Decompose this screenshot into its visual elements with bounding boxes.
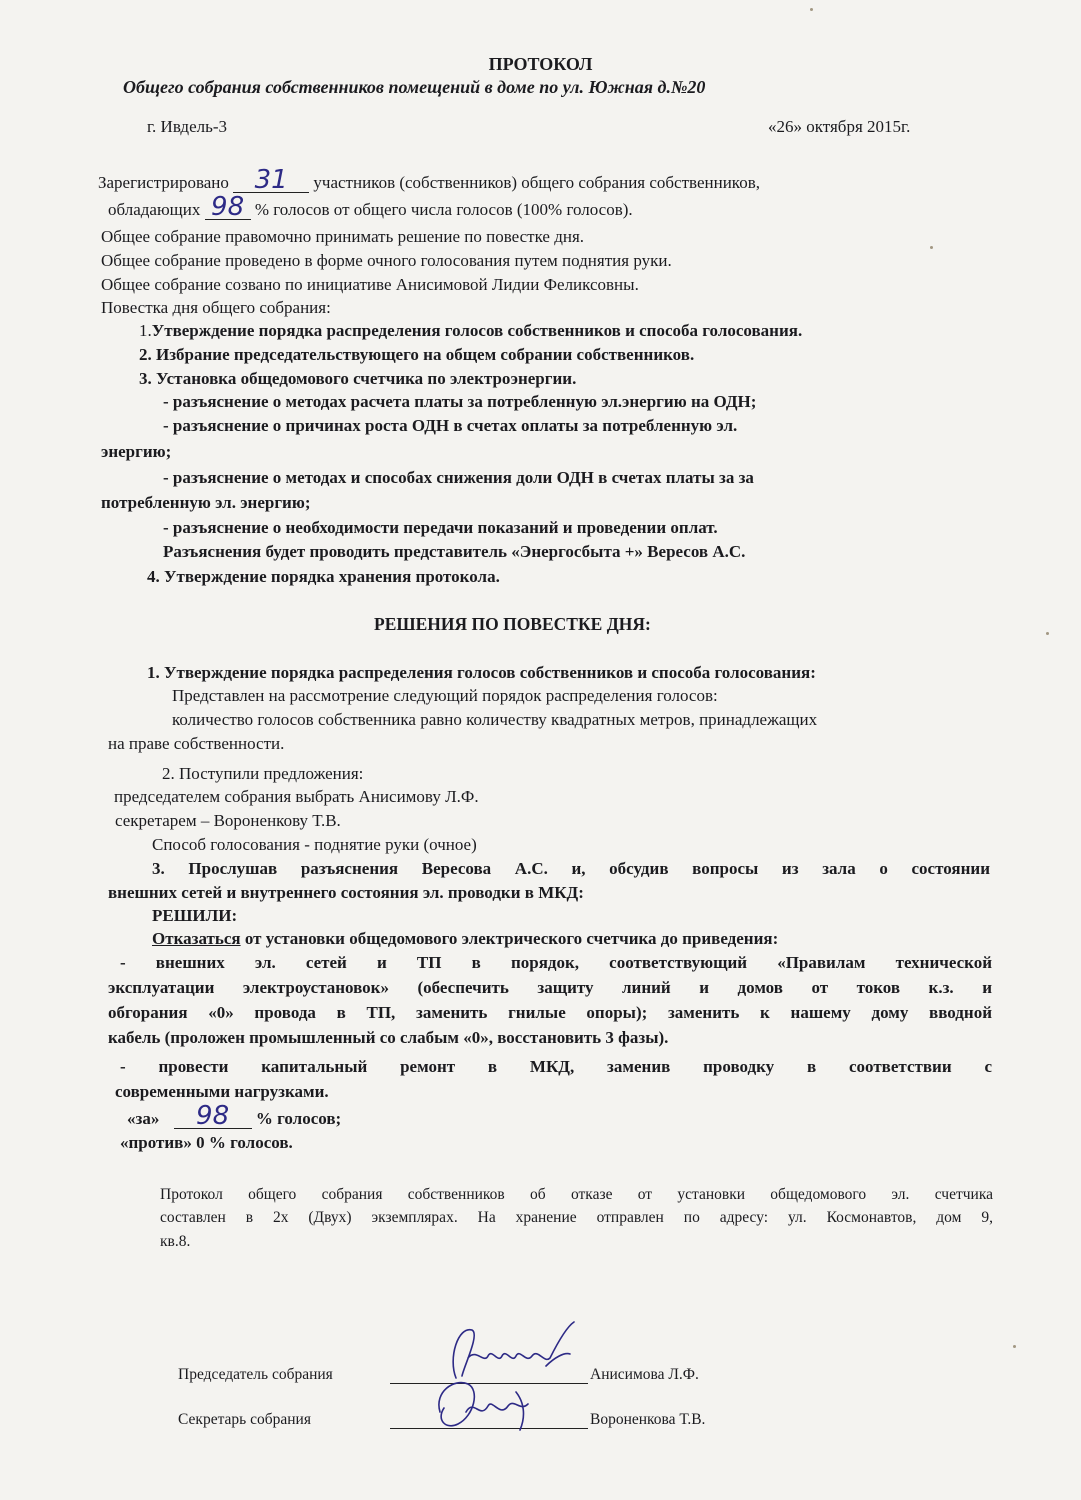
intro-line: Общее собрание проведено в форме очного голосования путем поднятия руки. <box>101 251 672 270</box>
percent-suffix: % голосов от общего числа голосов (100% голосов). <box>254 200 633 219</box>
closing-line: составлен в 2х (Двух) экземплярах. На хранение отправлен по адресу: ул. Космонавтов, дом 9, <box>160 1209 993 1226</box>
agenda-item-3-c-cont: потребленную эл. энергию; <box>101 493 311 512</box>
refuse-line <box>152 929 778 949</box>
decision-3-line: 3. Прослушав разъяснения Вересова А.С. и, обсудив вопросы из зала о состоянии <box>152 859 990 878</box>
decision-2-line: председателем собрания выбрать Анисимову Л.Ф. <box>114 787 479 806</box>
point-1-line: кабель (проложен промышленный со слабым «0», восстановить 3 фазы). <box>108 1028 669 1047</box>
decision-1-line: количество голосов собственника равно количеству квадратных метров, принадлежащих <box>172 710 818 729</box>
decision-3-line: внешних сетей и внутреннего состояния эл. проводки в МКД: <box>108 883 584 902</box>
percent-value: 98 <box>211 192 245 222</box>
point-1-line: обгорания «0» провода в ТП, заменить гнилые опоры); заменить к нашему дому вводной <box>108 1003 992 1022</box>
intro-line: Общее собрание созвано по инициативе Анисимовой Лидии Феликсовны. <box>101 275 639 294</box>
agenda-item-3-b-cont: энергию; <box>101 442 172 461</box>
registration-prefix: Зарегистрировано <box>98 173 229 192</box>
registration-line-1 <box>98 165 760 195</box>
paper-speck <box>1046 632 1049 635</box>
chair-name: Анисимова Л.Ф. <box>590 1366 699 1383</box>
point-1-line: эксплуатации электроустановок» (обеспечить защиту линий и домов от токов к.з. и <box>108 978 992 997</box>
participants-blank <box>233 165 309 195</box>
agenda-item-1-text: Утверждение порядка распределения голосов собственников и способа голосования. <box>151 321 803 340</box>
paper-speck <box>1013 1345 1016 1348</box>
document-date: «26» октября 2015г. <box>768 117 911 136</box>
vote-for <box>127 1101 342 1131</box>
closing-line: Протокол общего собрания собственников об отказе от установки общедомового эл. счетчика <box>160 1186 993 1203</box>
paper-speck <box>810 8 813 11</box>
decision-2-line: Способ голосования - поднятие руки (очное) <box>152 835 477 854</box>
vote-for-percent: 98 <box>196 1101 230 1131</box>
agenda-item-1-number: 1. <box>139 321 152 340</box>
point-2-line: - провести капитальный ремонт в МКД, заменив проводку в соответствии с <box>120 1057 992 1076</box>
agenda-item-3-e: Разъяснения будет проводить представитель «Энергосбыта +» Вересов А.С. <box>163 542 746 561</box>
decisions-heading: РЕШЕНИЯ ПО ПОВЕСТКЕ ДНЯ: <box>374 614 651 634</box>
closing-line: кв.8. <box>160 1233 191 1250</box>
agenda-heading: Повестка дня общего собрания: <box>101 298 331 317</box>
decision-1-title: 1. Утверждение порядка распределения голосов собственников и способа голосования: <box>147 663 816 682</box>
agenda-item-3: 3. Установка общедомового счетчика по электроэнергии. <box>139 369 577 388</box>
vote-for-suffix: % голосов; <box>255 1109 342 1128</box>
refuse-rest: от установки общедомового электрического счетчика до приведения: <box>240 929 779 948</box>
resolved-label: РЕШИЛИ: <box>152 906 238 925</box>
point-1-line: - внешних эл. сетей и ТП в порядок, соответствующий «Правилам технической <box>120 953 992 972</box>
percent-blank <box>205 192 251 222</box>
agenda-item-3-b: - разъяснение о причинах роста ОДН в счетах оплаты за потребленную эл. <box>163 416 738 435</box>
percent-prefix: обладающих <box>108 200 201 219</box>
registration-suffix: участников (собственников) общего собрания собственников, <box>313 173 760 192</box>
point-2-line: современными нагрузками. <box>115 1082 329 1101</box>
participants-count: 31 <box>254 165 288 195</box>
secretary-signature-icon <box>420 1372 550 1438</box>
vote-against: «против» 0 % голосов. <box>120 1133 293 1152</box>
refuse-word: Отказаться <box>152 929 241 948</box>
secretary-label: Секретарь собрания <box>178 1411 311 1428</box>
agenda-item-1 <box>139 321 802 341</box>
vote-for-label: «за» <box>127 1109 160 1128</box>
vote-for-blank <box>174 1101 252 1131</box>
decision-2-title: 2. Поступили предложения: <box>162 764 364 783</box>
agenda-item-4: 4. Утверждение порядка хранения протокола. <box>147 567 500 586</box>
document-title: ПРОТОКОЛ <box>488 54 593 74</box>
chair-label: Председатель собрания <box>178 1366 333 1383</box>
secretary-name: Вороненкова Т.В. <box>590 1411 706 1428</box>
decision-1-line: на праве собственности. <box>108 734 285 753</box>
agenda-item-3-c: - разъяснение о методах и способах снижения доли ОДН в счетах платы за за <box>163 468 754 487</box>
agenda-item-2: 2. Избрание председательствующего на общем собрании собственников. <box>139 345 695 364</box>
registration-line-2 <box>108 192 633 222</box>
document-subtitle: Общего собрания собственников помещений в доме по ул. Южная д.№20 <box>123 77 706 97</box>
decision-2-line: секретарем – Вороненкову Т.В. <box>115 811 341 830</box>
agenda-item-3-d: - разъяснение о необходимости передачи показаний и проведении оплат. <box>163 518 718 537</box>
intro-line: Общее собрание правомочно принимать решение по повестке дня. <box>101 227 585 246</box>
city: г. Ивдель-3 <box>147 117 228 136</box>
paper-speck <box>930 246 933 249</box>
decision-1-line: Представлен на рассмотрение следующий порядок распределения голосов: <box>172 686 718 705</box>
agenda-item-3-a: - разъяснение о методах расчета платы за потребленную эл.энергию на ОДН; <box>163 392 757 411</box>
